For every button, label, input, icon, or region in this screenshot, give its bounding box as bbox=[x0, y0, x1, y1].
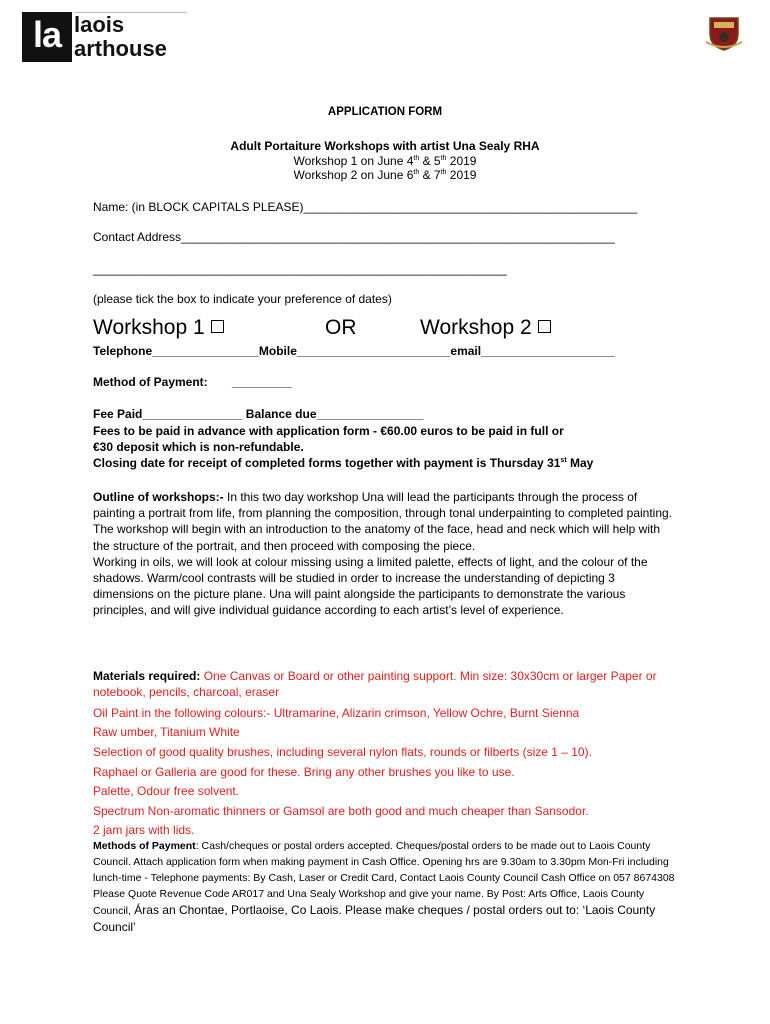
payment-method-field[interactable]: _________ bbox=[232, 375, 293, 389]
workshop2-dates: Workshop 2 on June 6th & 7th 2019 bbox=[293, 168, 477, 182]
outline-section bbox=[93, 489, 675, 619]
address-line2-field[interactable]: ______________________________________________________________ bbox=[93, 262, 507, 276]
materials-item: Spectrum Non-aromatic thinners or Gamsol are both good and much cheaper than Sansodor. bbox=[93, 804, 589, 818]
outline-p1: In this two day workshop Una will lead the participants through the process of painting a portrait from life, from planning the composition, through tonal underpainting to completed painting. bbox=[93, 490, 673, 521]
materials-item: Raphael or Galleria are good for these. Bring any other brushes you like to use. bbox=[93, 765, 515, 779]
outline-heading: Outline of workshops:- bbox=[93, 490, 224, 504]
outline-p2: The workshop will begin with an introduction to the anatomy of the face, head and neck which will help with the structure of the portrait, and then proceed with composing the piece. bbox=[93, 522, 660, 553]
logo-text-line2: arthouse bbox=[74, 36, 167, 61]
payment-method-label: Method of Payment: bbox=[93, 375, 208, 389]
materials-item: Oil Paint in the following colours:- Ultramarine, Alizarin crimson, Yellow Ochre, Burnt Sienna bbox=[93, 706, 580, 720]
payment-heading: Methods of Payment bbox=[93, 840, 196, 852]
payment-section bbox=[93, 838, 675, 936]
workshop1-dates: Workshop 1 on June 4th & 5th 2019 bbox=[293, 154, 477, 168]
workshop1-checkbox[interactable] bbox=[211, 320, 224, 333]
form-title: APPLICATION FORM bbox=[327, 106, 443, 118]
workshop2-checkbox[interactable] bbox=[538, 320, 551, 333]
workshop2-label: Workshop 2 bbox=[420, 316, 532, 339]
or-label: OR bbox=[325, 316, 357, 339]
fees-line2: €30 deposit which is non-refundable. bbox=[93, 440, 304, 454]
county-crest-icon bbox=[704, 12, 744, 52]
name-field[interactable]: Name: (in BLOCK CAPITALS PLEASE)__________________________________________________ bbox=[93, 200, 638, 214]
fees-line1: Fees to be paid in advance with application form - €60.00 euros to be paid in full or bbox=[93, 424, 564, 438]
materials-section bbox=[93, 668, 675, 700]
logo-text-line1: laois bbox=[74, 12, 125, 37]
fee-fields[interactable]: Fee Paid_______________ Balance due________________ bbox=[93, 407, 424, 421]
workshop2-option[interactable] bbox=[420, 316, 551, 340]
tick-note: (please tick the box to indicate your preference of dates) bbox=[93, 292, 392, 306]
logo-mark: la bbox=[22, 12, 72, 62]
workshop1-label: Workshop 1 bbox=[93, 316, 205, 339]
laois-arthouse-logo bbox=[22, 12, 187, 68]
materials-heading: Materials required: bbox=[93, 669, 201, 683]
payment-body: : Cash/cheques or postal orders accepted. Cheques/postal orders to be made out to Laois County Council. Attach application form when making payment in Cash Office. Opening hrs are 9.30am to 3.30pm Mon-Fri including lunch-time - Telephone payments: By Cash, Laser or Credit Card, Contact Laois County Council Cash Office on 057 8674308 Please Quote Revenue Code AR017 and Una Sealy Workshop and give your name. By Post: Arts Office, Laois County Council, bbox=[93, 840, 675, 917]
materials-item: Selection of good quality brushes, including several nylon flats, rounds or filberts (size 1 – 10). bbox=[93, 745, 592, 759]
form-subtitle: Adult Portaiture Workshops with artist Una Sealy RHA bbox=[230, 139, 540, 153]
workshop1-option[interactable] bbox=[93, 316, 224, 340]
outline-p3: Working in oils, we will look at colour missing using a limited palette, effects of light, and the colour of the shadows. Warm/cool contrasts will be studied in order to increase the understanding of depicting 3 dimensions on the picture plane. Una will paint alongside the participants to demonstrate the various principles, and will give individual guidance according to each artist’s level of experience. bbox=[93, 554, 648, 618]
address-field[interactable]: Contact Address_________________________________________________________________ bbox=[93, 230, 615, 244]
materials-item: Raw umber, Titanium White bbox=[93, 725, 240, 739]
contact-fields[interactable]: Telephone________________Mobile_______________________email____________________ bbox=[93, 344, 615, 358]
closing-date: Closing date for receipt of completed forms together with payment is Thursday 31st May bbox=[93, 456, 594, 470]
materials-item: 2 jam jars with lids. bbox=[93, 823, 195, 837]
materials-first: One Canvas or Board or other painting support. Min size: 30x30cm or larger Paper or notebook, pencils, charcoal, eraser bbox=[93, 669, 657, 700]
materials-item: Palette, Odour free solvent. bbox=[93, 784, 240, 798]
payment-tail: Áras an Chontae, Portlaoise, Co Laois. Please make cheques / postal orders out to: ‘Laois County Council’ bbox=[93, 903, 656, 934]
